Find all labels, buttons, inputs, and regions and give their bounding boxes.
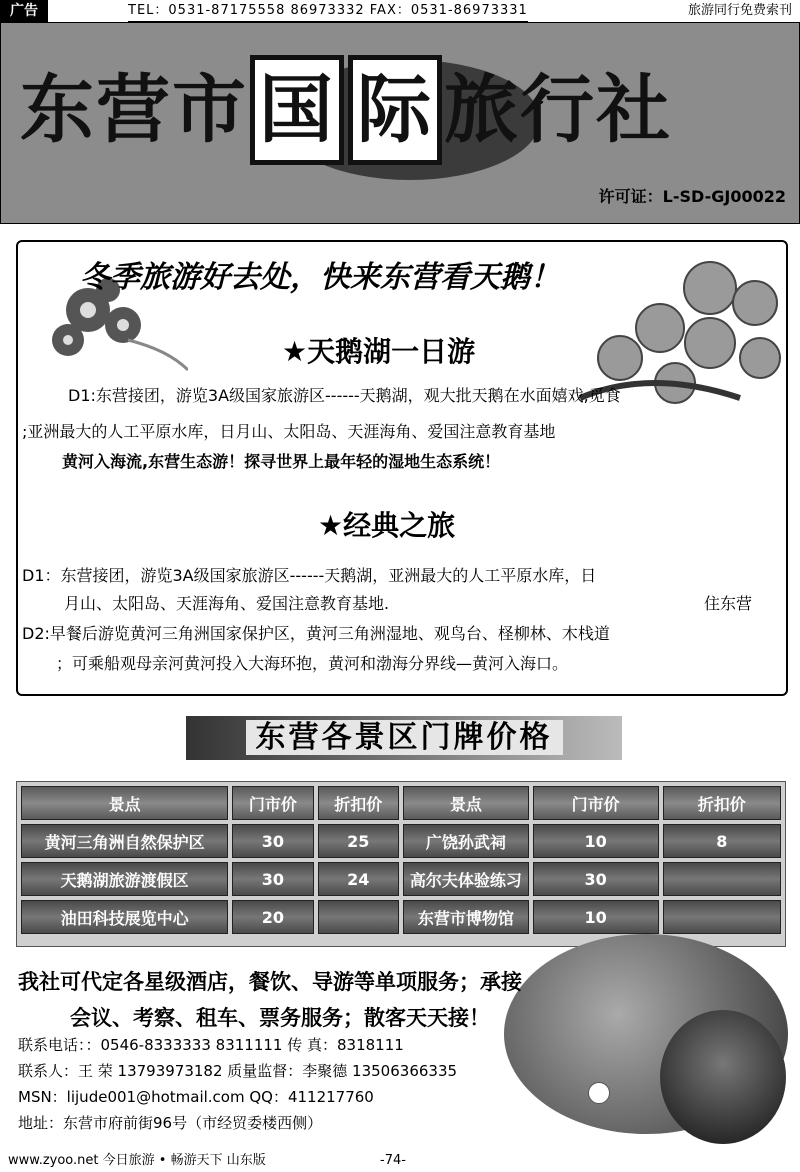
price-table-grid xyxy=(17,782,785,938)
table-header-cell: 折扣价 xyxy=(663,786,781,820)
top-right-text: 旅游同行免费索刊 xyxy=(687,3,792,18)
table-header-row xyxy=(21,786,781,820)
page-footer xyxy=(0,1150,800,1172)
top-contact-info: TEL：0531-87175558 86973332 FAX：0531-86973331 xyxy=(128,1,528,22)
contact-person: 联系人：王 荣 13793973182 质量监督：李聚德 13506366335 xyxy=(18,1062,458,1080)
table-cell: 10 xyxy=(533,900,659,934)
price-section-title xyxy=(186,716,622,760)
contact-phone: 联系电话：：0546-8333333 8311111 传 真：8318111 xyxy=(18,1036,404,1054)
table-cell: 黄河三角洲自然保护区 xyxy=(21,824,228,858)
table-row xyxy=(21,900,781,934)
table-header-cell: 景点 xyxy=(21,786,228,820)
table-header-cell: 景点 xyxy=(403,786,529,820)
table-cell xyxy=(663,900,781,934)
table-cell: 25 xyxy=(318,824,399,858)
table-row xyxy=(21,862,781,896)
company-name-box1: 国 xyxy=(250,55,344,165)
fishing-photo xyxy=(660,1010,786,1144)
contact-address: 地址：东营市府前街96号（市经贸委楼西侧） xyxy=(18,1114,323,1132)
page-number: -74- xyxy=(380,1153,406,1168)
table-cell: 油田科技展览中心 xyxy=(21,900,228,934)
license-number: 许可证：L-SD-GJ00022 xyxy=(598,187,786,206)
tour2-line2-right: 住东营 xyxy=(704,594,753,613)
table-cell: 天鹅湖旅游渡假区 xyxy=(21,862,228,896)
tour1-line2: ;亚洲最大的人工平原水库，日月山、太阳岛、天涯海角、爱国注意教育基地 xyxy=(22,422,556,441)
table-cell: 10 xyxy=(533,824,659,858)
table-cell: 广饶孙武祠 xyxy=(403,824,529,858)
table-cell: 8 xyxy=(663,824,781,858)
tour2-line4: ；可乘船观母亲河黄河投入大海环抱，黄河和渤海分界线—黄河入海口。 xyxy=(56,654,569,673)
price-section-title-text: 东营各景区门牌价格 xyxy=(246,720,563,755)
services-line2: 会议、考察、租车、票务服务；散客天天接！ xyxy=(70,1006,490,1030)
tour2-line2: 月山、太阳岛、天涯海角、爱国注意教育基地. xyxy=(64,594,390,613)
table-cell xyxy=(318,900,399,934)
price-table xyxy=(16,781,786,947)
table-header-cell: 折扣价 xyxy=(318,786,399,820)
table-cell: 30 xyxy=(533,862,659,896)
slogan: 冬季旅游好去处，快来东营看天鹅！ xyxy=(80,260,560,295)
table-row xyxy=(21,824,781,858)
tour2-line3: D2:早餐后游览黄河三角洲国家保护区，黄河三角洲湿地、观鸟台、柽柳林、木栈道 xyxy=(22,624,610,643)
company-name-part1: 东营市 xyxy=(20,67,248,153)
table-cell: 30 xyxy=(232,862,313,896)
table-cell: 20 xyxy=(232,900,313,934)
company-name-box2: 际 xyxy=(348,55,442,165)
contact-msn-qq: MSN：lijude001@hotmail.com QQ：411217760 xyxy=(18,1088,374,1106)
golf-ball-icon xyxy=(588,1082,610,1104)
table-cell: 24 xyxy=(318,862,399,896)
table-header-cell: 门市价 xyxy=(232,786,313,820)
table-cell: 高尔夫体验练习 xyxy=(403,862,529,896)
tour1-highlight: 黄河入海流,东营生态游！探寻世界上最年轻的湿地生态系统！ xyxy=(62,452,501,471)
table-cell: 30 xyxy=(232,824,313,858)
tour2-title: ★经典之旅 xyxy=(318,509,456,542)
tour1-line1: D1:东营接团，游览3A级国家旅游区------天鹅湖，观大批天鹅在水面嬉戏,觅食 xyxy=(68,386,621,405)
table-cell xyxy=(663,862,781,896)
footer-website: www.zyoo.net 今日旅游 • 畅游天下 山东版 xyxy=(8,1153,266,1168)
tour2-line1: D1：东营接团，游览3A级国家旅游区------天鹅湖，亚洲最大的人工平原水库，日 xyxy=(22,566,597,585)
company-name xyxy=(20,55,672,165)
table-header-cell: 门市价 xyxy=(533,786,659,820)
ad-tag: 广告 xyxy=(0,0,48,22)
services-line1: 我社可代定各星级酒店，餐饮、导游等单项服务；承接 xyxy=(18,970,522,994)
table-cell: 东营市博物馆 xyxy=(403,900,529,934)
company-name-part2: 旅行社 xyxy=(444,67,672,153)
tour1-title: ★天鹅湖一日游 xyxy=(282,335,476,368)
